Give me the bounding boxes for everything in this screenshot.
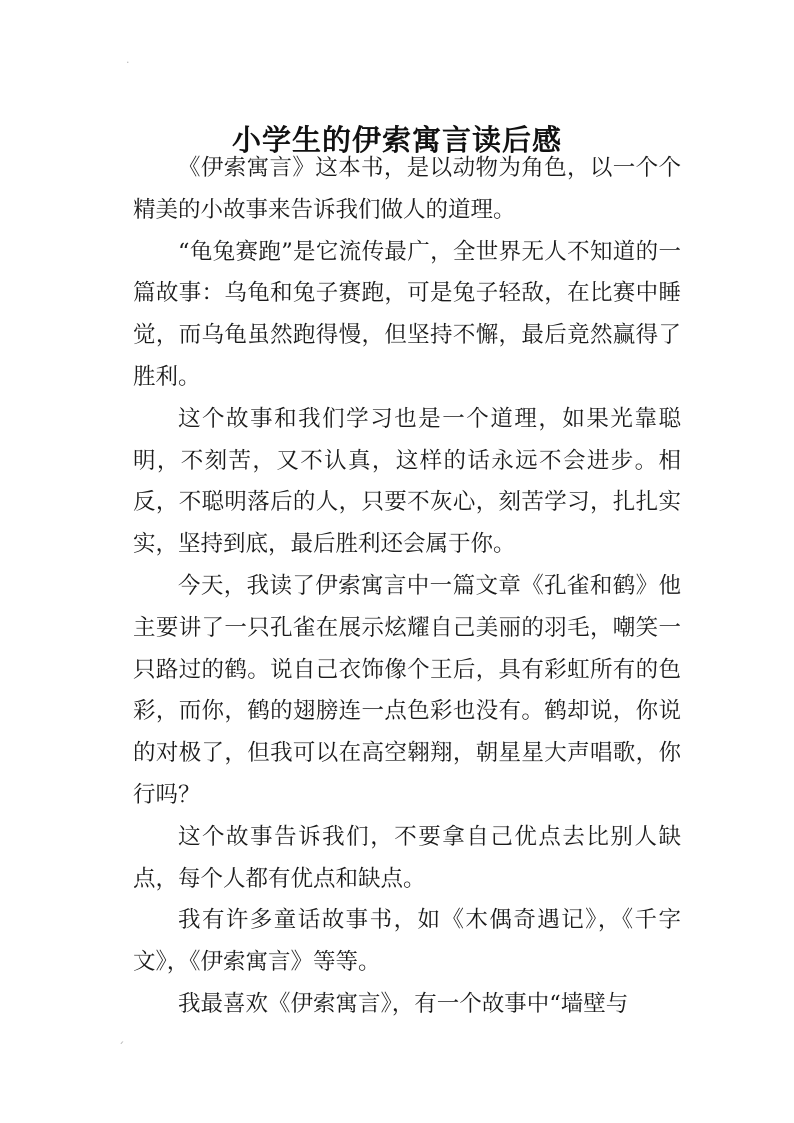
page-title: 小学生的伊索寓言读后感 <box>231 123 562 158</box>
paragraph: 这个故事告诉我们，不要拿自己优点去比别人缺点，每个人都有优点和缺点。 <box>133 823 681 892</box>
paragraph: 我有许多童话故事书，如《木偶奇遇记》，《千字文》，《伊索寓言》等等。 <box>133 907 681 976</box>
scan-speck-mark: ˏ <box>118 1030 125 1045</box>
paragraph: 今天，我读了伊索寓言中一篇文章《孔雀和鹤》他主要讲了一只孔雀在展示炫耀自己美丽的羽毛，嘲笑一只路过的鹤。说自己衣饰像个王后，具有彩虹所有的色彩，而你，鹤的翅膀连一点色彩也没有。鹤却说，你说的对极了，但我可以在高空翱翔，朝星星大声唱歌，你行吗？ <box>133 572 681 808</box>
article-body <box>133 148 681 1026</box>
paragraph: 这个故事和我们学习也是一个道理，如果光靠聪明，不刻苦，又不认真，这样的话永远不会进步。相反，不聪明落后的人，只要不灰心，刻苦学习，扎扎实实，坚持到底，最后胜利还会属于你。 <box>133 405 681 558</box>
scan-speck-mark: · <box>126 56 130 69</box>
paragraph: 我最喜欢《伊索寓言》，有一个故事中“墙壁与 <box>178 990 629 1017</box>
paragraph: “龟兔赛跑”是它流传最广，全世界无人不知道的一篇故事：乌龟和兔子赛跑，可是兔子轻敌，在比赛中睡觉，而乌龟虽然跑得慢，但坚持不懈，最后竟然赢得了胜利。 <box>133 238 681 390</box>
paragraph: 《伊索寓言》这本书，是以动物为角色，以一个个精美的小故事来告诉我们做人的道理。 <box>133 155 681 223</box>
